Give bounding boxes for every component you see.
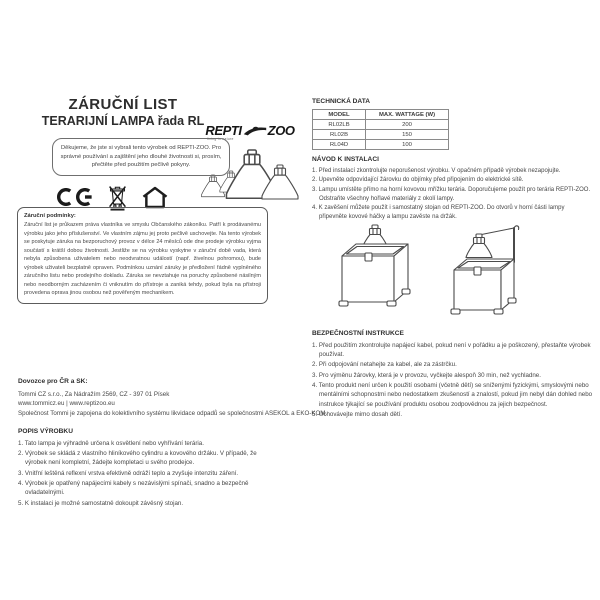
wattage-cell: 150 xyxy=(366,130,449,140)
table-header-model: MODEL xyxy=(313,110,366,120)
terrarium-installation-illustration xyxy=(328,222,540,324)
ce-mark-icon xyxy=(56,188,94,206)
importer-websites: www.tommicz.eu | www.reptizoo.eu xyxy=(18,400,115,408)
technical-data-table xyxy=(312,109,449,150)
list-item: 3. Lampu umístěte přímo na horní kovovou mřížku terária. Doporučujeme použít pro terária REPTI-ZOO. Odstraňte všechny hořlavé materiály z okolí lampy. xyxy=(312,186,591,202)
list-item: 1. Před instalací zkontrolujte neporušenost výrobku. V opačném případě výrobek nezapojujte. xyxy=(312,167,561,174)
product-description-section xyxy=(18,427,276,509)
document-title: ZÁRUČNÍ LIST xyxy=(68,96,178,113)
list-item: 4. Tento produkt není určen k použití osobami (včetně dětí) se sníženými fyzickými, smyslovými nebo mentálními schopnostmi nebo nedostatkem zkušeností a znalostí, pokud jim nebyl dán dohled nebo instrukce týkající se používání produktu osobou zodpovědnou za jejich bezpečnost. xyxy=(312,382,593,408)
product-description-heading: POPIS VÝROBKU xyxy=(18,428,73,435)
technical-data-section xyxy=(312,98,449,150)
list-item: 2. Upevněte odpovídající žárovku do objímky před připojením do elektrické sítě. xyxy=(312,177,524,184)
importer-recycling-note: Společnost Tommi je zapojena do kolektivního systému likvidace odpadů se společnostmi ASEKOL a EKO-KOM. xyxy=(18,410,328,418)
list-item: 1. Před použitím zkontrolujte napájecí kabel, pokud není v pořádku a je poškozený, přestaňte výrobek používat. xyxy=(312,341,591,359)
warranty-conditions-heading: Záruční podmínky: xyxy=(24,213,76,219)
intro-note-box xyxy=(52,138,230,176)
installation-heading: NÁVOD K INSTALACI xyxy=(312,156,379,163)
importer-heading: Dovozce pro ČR a SK: xyxy=(18,378,88,385)
list-item: 5. K instalaci je možné samostatně dokoupit závěsný stojan. xyxy=(18,499,184,507)
installation-section xyxy=(312,155,594,223)
indoor-use-house-icon xyxy=(141,185,169,210)
wattage-cell: 200 xyxy=(366,120,449,130)
logo-text-zoo: ZOO xyxy=(267,123,295,138)
intro-note-text: Děkujeme, že jste si vybrali tento výrobek od REPTI-ZOO. Pro správné používání a zajištění jeho dlouhé životnosti si, prosím, přečtěte před použitím pečlivě pokyny. xyxy=(60,145,222,169)
list-item: 5. Uchovávejte mimo dosah dětí. xyxy=(312,410,403,418)
list-item: 3. Pro výměnu žárovky, která je v provozu, vyčkejte alespoň 30 min, než vychladne. xyxy=(312,371,541,379)
document-title-block xyxy=(22,96,224,128)
warranty-conditions-text: Záruční list je průkazem práva vlastníka ve smyslu Občanského zákoníku. Patří k prodávanému výrobku jako jeho příslušenství. Ve vlastním zájmu jej proto pečlivě uschovejte. Na tento výrobek se poskytuje záruka na bezporuchový provoz v délce 24 měsíců ode dne prodeje výrobku vyjma součástí s krátší dobou životnosti. Jestliže se na výrobku vyskytne v záruční době vada, která nebyla způsobena uživatelem nebo neodvratnou událostí (např. živelnou pohromou), bude výrobek uživateli bezplatně opraven. Podmínkou uznání záruky je předložení řádně vyplněného záručního listu nebo prodejního dokladu. Záruka se nevztahuje na poruchy způsobené násilným nebo neodborným zacházením či vniknutím do přístroje a zaniká tehdy, pokud byla na přístroji provedena oprava jinou osobou než pověřeným mechanikem. xyxy=(24,221,261,297)
list-item: 3. Vnitřní leštěná reflexní vrstva efektivně odráží teplo a zvyšuje intenzitu záření. xyxy=(18,469,239,477)
table-header-wattage: MAX. WATTAGE (W) xyxy=(366,110,449,120)
importer-address: Tommi CZ s.r.o., Za Nádražím 2569, CZ - 397 01 Písek xyxy=(18,390,170,398)
lizard-swoosh-icon xyxy=(243,125,267,137)
wattage-cell: 100 xyxy=(366,140,449,150)
table-row xyxy=(313,120,449,130)
warranty-conditions-box xyxy=(17,207,268,304)
list-item: 2. Při odpojování netahejte za kabel, ale za zástrčku. xyxy=(312,361,457,369)
list-item: 1. Tato lampa je výhradně určena k osvětlení nebo vyhřívání terária. xyxy=(18,439,204,447)
logo-tagline: living in nature xyxy=(207,137,234,141)
list-item: 4. K zavěšení můžete použít i samostatný stojan od REPTI-ZOO. Do otvorů v horní části lampy připevněte kovové háčky a lampu zavěste na držák. xyxy=(312,205,565,220)
table-row xyxy=(313,130,449,140)
document-subtitle: TERARIJNÍ LAMPA řada RL xyxy=(41,114,205,128)
technical-data-heading: TECHNICKÁ DATA xyxy=(312,98,370,105)
model-cell: RL02LB xyxy=(313,120,366,130)
model-cell: RL02B xyxy=(313,130,366,140)
safety-section xyxy=(312,329,599,420)
list-item: 2. Výrobek se skládá z vlastního hliníkového cylindru a kovového držáku. V případě, že výrobek není kompletní, žádejte kompletaci u svého prodejce. xyxy=(18,450,257,467)
table-row xyxy=(313,140,449,150)
logo-text-repti: REPTI xyxy=(205,123,242,138)
model-cell: RL04D xyxy=(313,140,366,150)
safety-heading: BEZPEČNOSTNÍ INSTRUKCE xyxy=(312,330,404,337)
list-item: 4. Výrobek je opatřený napájecími kabely s nezávislými spínači, snadno a bezpečně ovladatelnými. xyxy=(18,480,249,497)
